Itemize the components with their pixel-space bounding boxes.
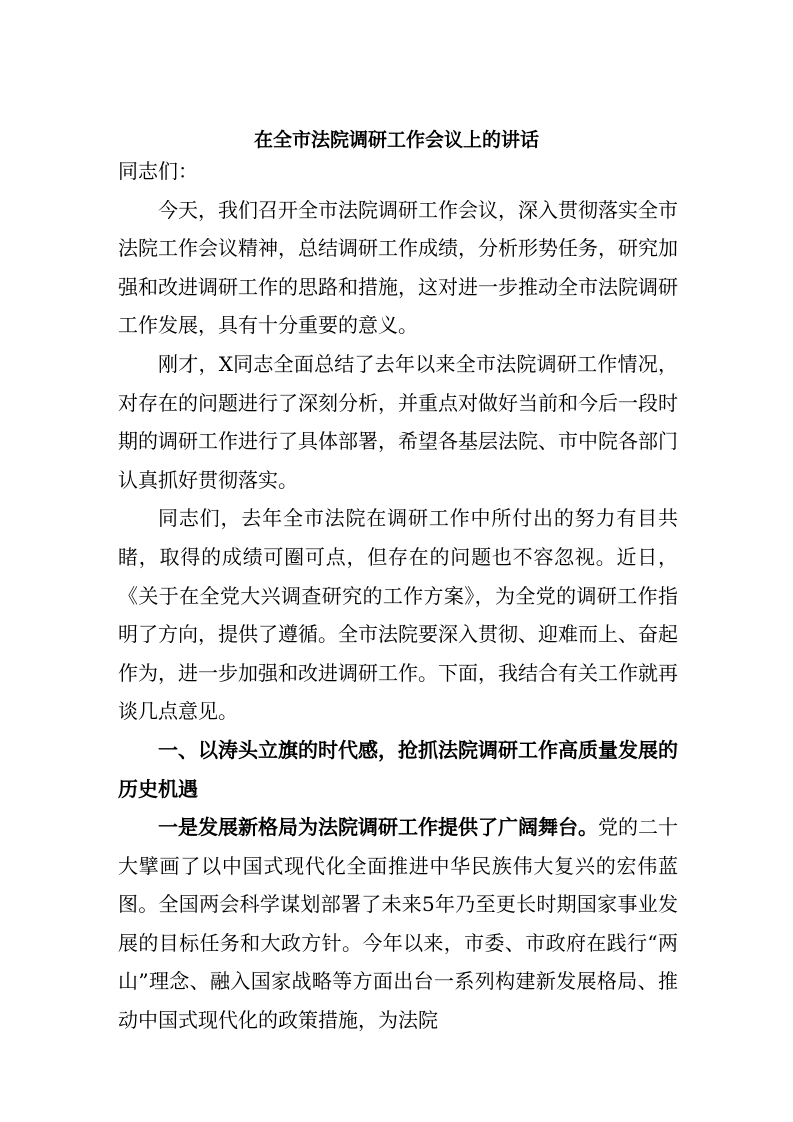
paragraph-transition: 同志们，去年全市法院在调研工作中所付出的努力有目共睹，取得的成绩可圈可点，但存在的问题也不容忽视。近日，《关于在全党大兴调查研究的工作方案》，为全党的调研工作指明了方向，提供了遵循。全市法院要深入贯彻、迎难而上、奋起作为，进一步加强和改进调研工作。下面，我结合有关工作就再谈几点意见。 <box>118 506 678 724</box>
document-title: 在全市法院调研工作会议上的讲话 <box>253 129 539 151</box>
section-heading: 一、以涛头立旗的时代感，抢抓法院调研工作高质量发展的历史机遇 <box>118 737 678 801</box>
sub-point-lead: 一是发展新格局为法院调研工作提供了广阔舞台。 <box>158 815 598 840</box>
paragraph-opening: 今天，我们召开全市法院调研工作会议，深入贯彻落实全市法院工作会议精神，总结调研工作成绩，分析形势任务，研究加强和改进调研工作的思路和措施，这对进一步推动全市法院调研工作发展，具有十分重要的意义。 <box>118 197 678 338</box>
document-body <box>118 152 678 1040</box>
paragraph-summary: 刚才，X同志全面总结了去年以来全市法院调研工作情况，对存在的问题进行了深刻分析，并重点对做好当前和今后一段时期的调研工作进行了具体部署，希望各基层法院、市中院各部门认真抓好贯彻落实。 <box>118 351 678 492</box>
greeting: 同志们： <box>118 159 198 183</box>
sub-point-paragraph <box>118 808 678 1040</box>
sub-point-text: 党的二十大擘画了以中国式现代化全面推进中华民族伟大复兴的宏伟蓝图。全国两会科学谋划部署了未来5年乃至更长时期国家事业发展的目标任务和大政方针。今年以来，市委、市政府在践行“两山”理念、融入国家战略等方面出台一系列构建新发展格局、推动中国式现代化的政策措施，为法院 <box>118 815 678 1033</box>
